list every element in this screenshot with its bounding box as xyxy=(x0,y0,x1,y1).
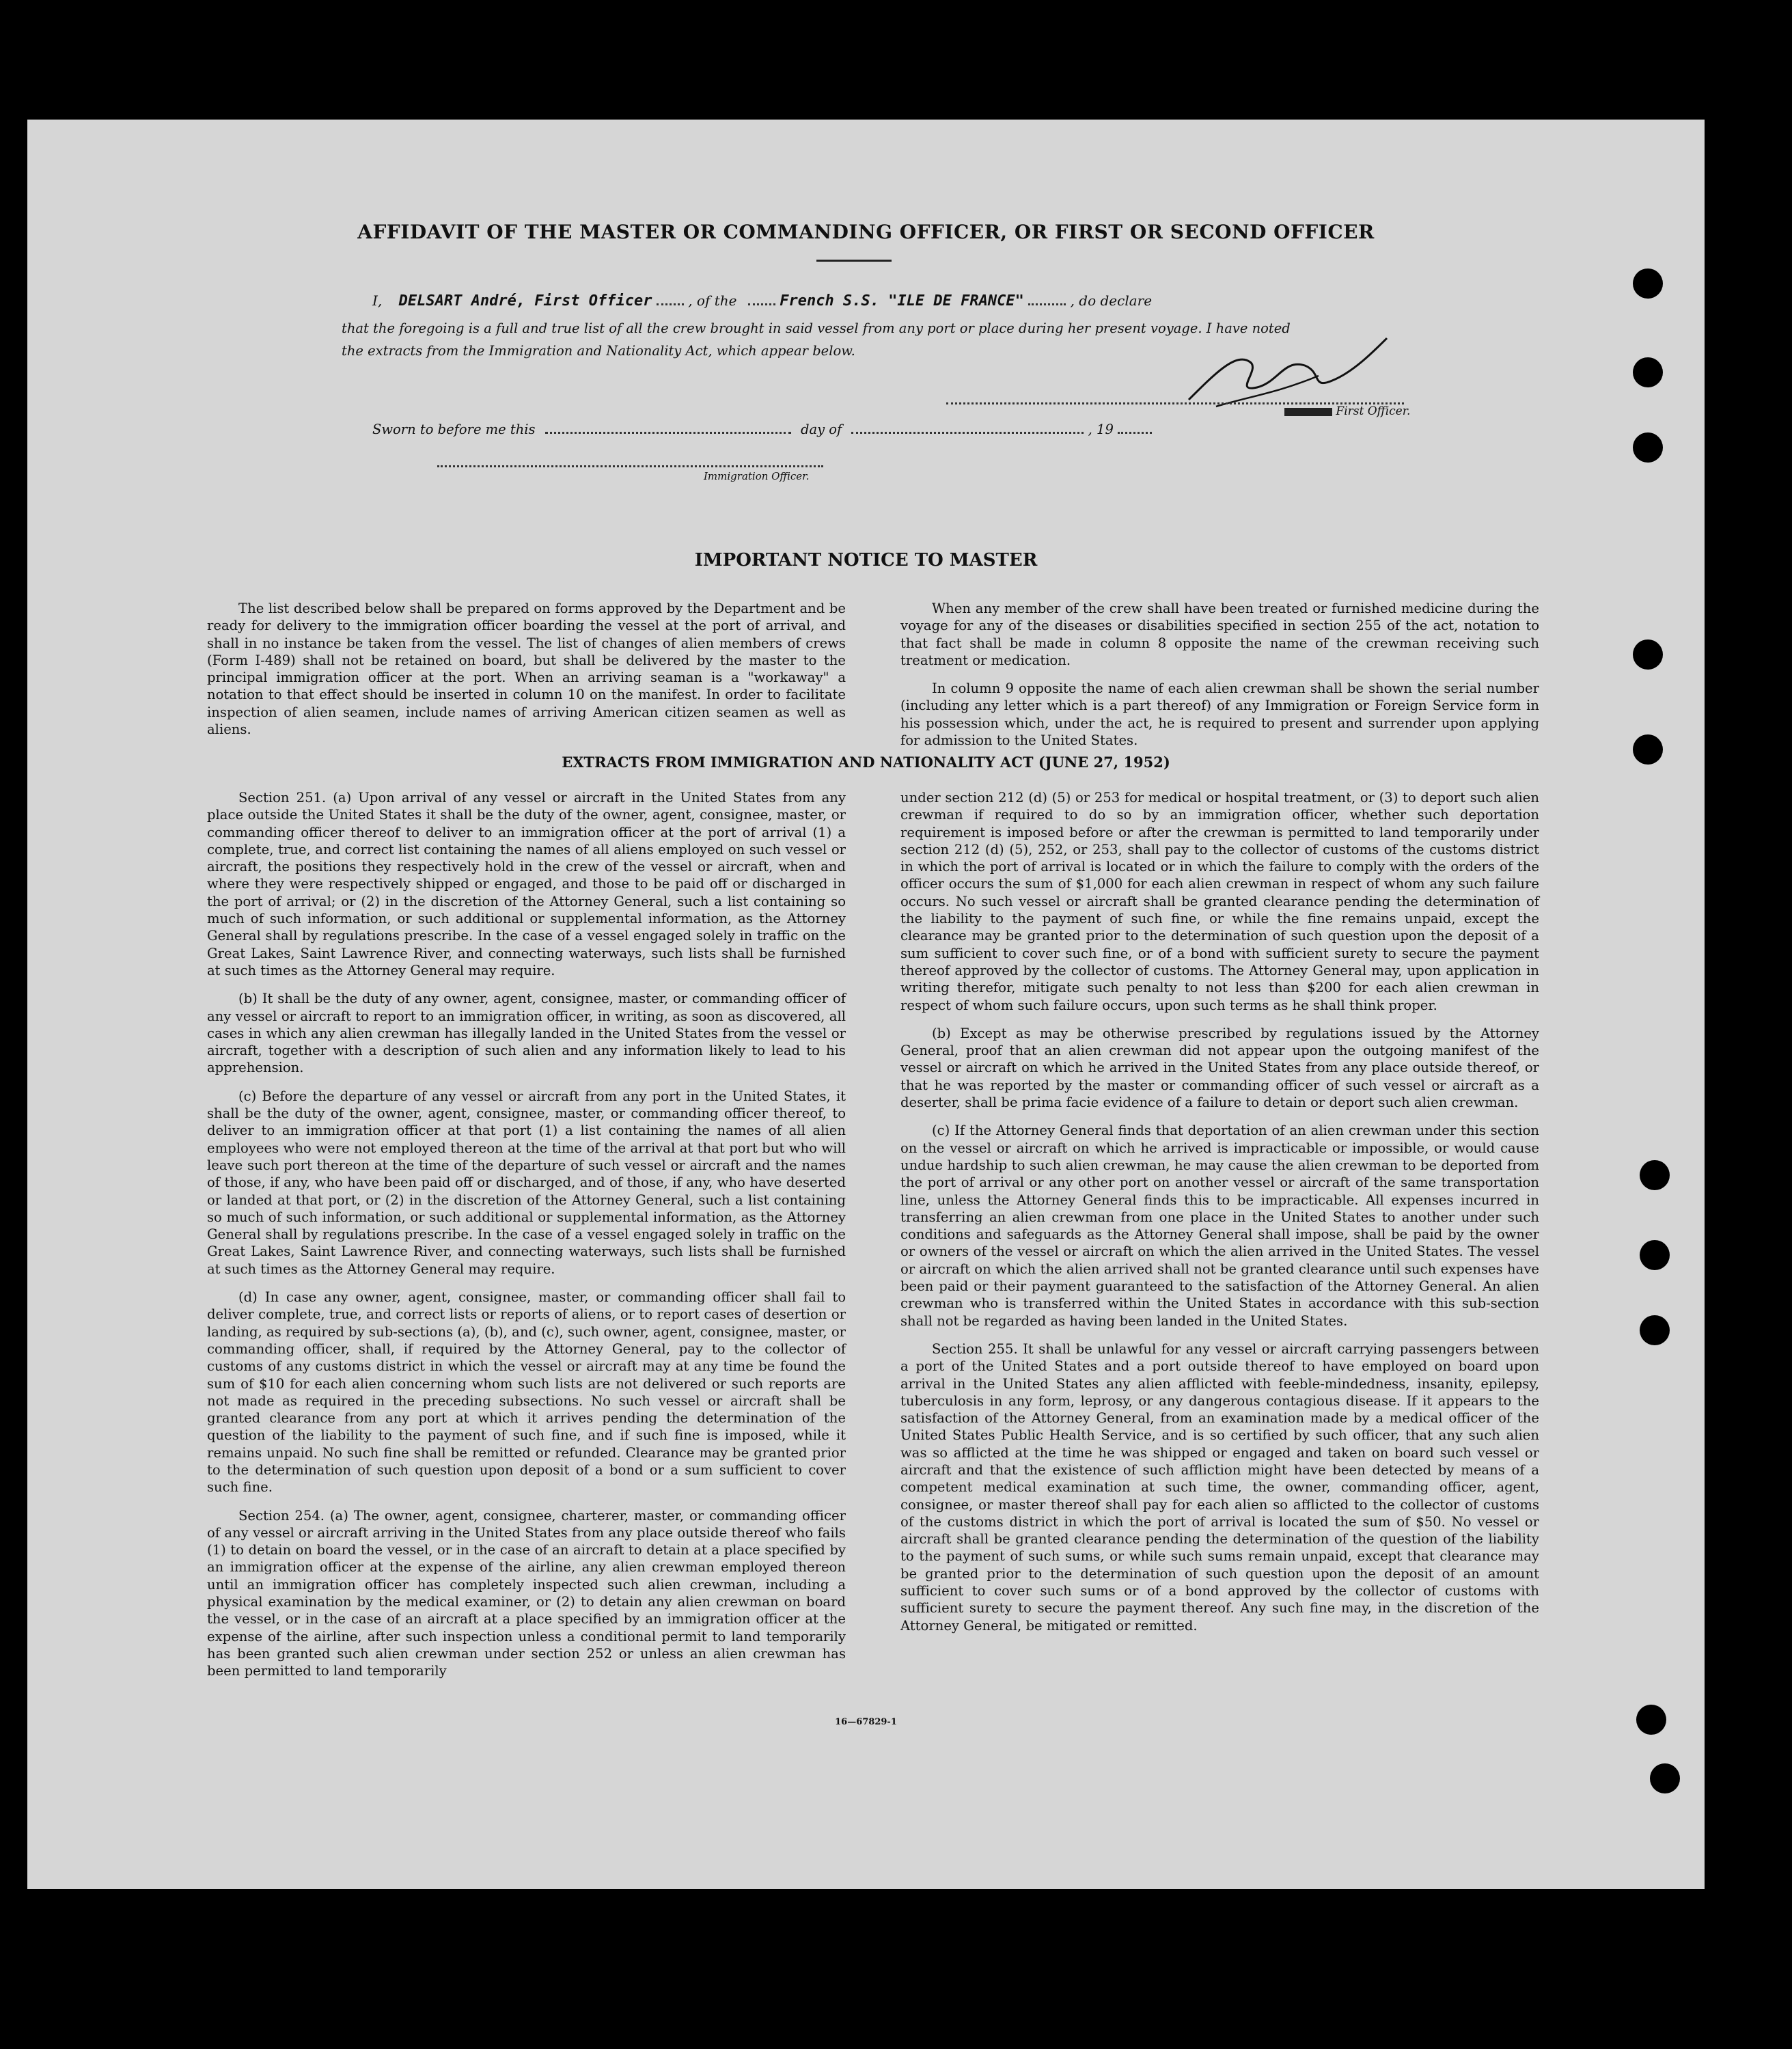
document-page xyxy=(27,120,1705,1889)
extract-paragraph: (c) If the Attorney General finds that deportation of an alien crewman under this section on the vessel or aircraft on which he arrived is impracticable or impossible, or would cause undue hardship to such alien crewman, he may cause the alien crewman to be deported from the port of arrival or any other port on another vessel or aircraft of the same transportation line, unless the Attorney General finds this to be impracticable. All expenses incurred in transferring an alien crewman from one place in the United States to another under such conditions and safeguards as the Attorney General shall impose, shall be paid by the owner or owners of the vessel or aircraft on which the alien arrived in the United States. The vessel or aircraft on which the alien arrived shall not be granted clearance until such expenses have been paid or their payment guaranteed to the satisfaction of the Attorney General. An alien crewman who is transferred within the United States in accordance with this sub-section shall not be regarded as having been landed in the United States. xyxy=(900,1123,1539,1329)
sworn-day-dots xyxy=(545,432,791,434)
sworn-month-dots xyxy=(851,432,1084,434)
extract-paragraph: (c) Before the departure of any vessel or aircraft from any port in the United States, it shall be the duty of the owner, agent, consignee, master, or commanding officer thereof, to deliver to an immigration officer at that port (1) a list containing the names of all alien employees who were not employed thereon at the time of the arrival at that port but who will leave such port thereon at the time of the departure of such vessel or aircraft and the names of those, if any, who have been paid off or discharged, and of those, if any, who have deserted or landed at that port, or (2) in the discretion of the Attorney General, such a list containing so much of such information, or such additional or supplemental information, as the Attorney General shall by regulations prescribe. In the case of a vessel engaged solely in traffic on the Great Lakes, Saint Lawrence River, and connecting waterways, such lists shall be furnished at such times as the Attorney General may require. xyxy=(207,1088,846,1277)
sworn-text: Sworn to before me this xyxy=(372,422,536,437)
notice-left-paragraph: The list described below shall be prepared on forms approved by the Department and be ready for delivery to the immigration officer boarding the vessel at the port of arrival, and shall in no instance be taken from the vessel. The list of changes of alien members of crews (Form I-489) shall not be retained on board, but shall be delivered by the master to the principal immigration officer at the port. When an arriving seaman is a "workaway" a notation to that effect should be inserted in column 10 on the manifest. In order to facilitate inspection of alien seamen, include names of arriving American citizen seamen as well as aliens. xyxy=(207,601,846,738)
sworn-day-of: day of xyxy=(800,422,842,437)
name-dots xyxy=(657,303,684,305)
punch-hole xyxy=(1633,734,1663,765)
declaration-line xyxy=(372,292,1438,310)
redacted-mark xyxy=(1284,408,1332,416)
extract-paragraph: Section 254. (a) The owner, agent, consignee, charterer, master, or commanding officer of any vessel or aircraft arriving in the United States from any place outside thereof who fails (1) to detain on board the vessel, or in the case of an aircraft to detain at a place specified by an immigration officer at the expense of the airline, any alien crewman employed thereon until an immigration officer has completely inspected such alien crewman, including a physical examination by the medical examiner, or (2) to detain any alien crewman on board the vessel, or in the case of an aircraft at a place specified by an immigration officer at the expense of the airline, after such inspection unless a conditional permit to land temporarily has been granted such alien crewman under section 252 or unless an alien crewman has been permitted to land temporarily xyxy=(207,1507,846,1679)
extract-paragraph: (b) Except as may be otherwise prescribed by regulations issued by the Attorney General, proof that an alien crewman did not appear upon the outgoing manifest of the vessel or aircraft on which he arrived in the United States from any place outside thereof, or that he was reported by the master or commanding officer of such vessel or aircraft as a deserter, shall be prima facie evidence of a failure to detain or deport such alien crewman. xyxy=(900,1025,1539,1111)
extract-paragraph: under section 212 (d) (5) or 253 for medical or hospital treatment, or (3) to deport such alien crewman if required to do so by an immigration officer, whether such deportation requirement is imposed before or after the crewman is permitted to land temporarily under section 212 (d) (5), 252, or 253, shall pay to the collector of customs of the customs district in which the port of arrival is located or in which the failure to comply with the orders of the officer occurs the sum of $1,000 for each alien crewman in respect of whom any such failure occurs. No such vessel or aircraft shall be granted clearance pending the determination of the liability to the payment of such fine, or while the fine remains unpaid, except the clearance may be granted prior to the determination of such question upon the deposit of a sum sufficient to cover such fine, or of a bond with sufficient surety to secure the payment thereof approved by the collector of customs. The Attorney General may, upon application in writing therefor, mitigate such penalty to not less than $200 for each alien crewman in respect of whom such failure occurs, upon such terms as he shall think proper. xyxy=(900,790,1539,1013)
affidavit-title: AFFIDAVIT OF THE MASTER OR COMMANDING OFFICER, OR FIRST OR SECOND OFFICER xyxy=(357,221,1375,243)
extract-paragraph: (b) It shall be the duty of any owner, agent, consignee, master, or commanding officer of any vessel or aircraft to report to an immigration officer, in writing, as soon as discovered, all cases in which any alien crewman has illegally landed in the United States from the vessel or aircraft, together with a description of such alien and any information likely to lead to his apprehension. xyxy=(207,991,846,1076)
immigration-officer-caption: Immigration Officer. xyxy=(704,470,810,482)
notice-left-column xyxy=(207,600,846,749)
extracts-heading: EXTRACTS FROM IMMIGRATION AND NATIONALITY ACT (JUNE 27, 1952) xyxy=(562,754,1170,771)
notice-right-column xyxy=(900,600,1539,760)
vessel-name: French S.S. "ILE DE FRANCE" xyxy=(780,292,1024,310)
punch-hole xyxy=(1633,432,1663,463)
vessel-dots-left xyxy=(748,303,775,305)
punch-hole xyxy=(1633,269,1663,299)
punch-hole xyxy=(1633,640,1663,670)
punch-hole xyxy=(1633,357,1663,387)
declaration-i: I, xyxy=(372,292,383,309)
punch-hole xyxy=(1640,1160,1670,1190)
form-number: 16—67829-1 xyxy=(835,1717,897,1727)
sworn-year-dots xyxy=(1118,432,1152,434)
punch-hole xyxy=(1650,1763,1680,1793)
punch-hole xyxy=(1640,1240,1670,1270)
notice-right-paragraph-1: When any member of the crew shall have been treated or furnished medicine during the voyage for any of the diseases or disabilities specified in section 255 of the act, notation to that fact shall be made in column 8 opposite the name of the crewman receiving such treatment or medication. xyxy=(900,601,1539,668)
declaration-statement-1: that the foregoing is a full and true list of all the crew brought in said vessel from any port or place during her present voyage. I have noted xyxy=(342,320,1291,336)
punch-hole xyxy=(1636,1705,1666,1735)
officer-name: DELSART André, First Officer xyxy=(398,292,652,310)
notice-heading: IMPORTANT NOTICE TO MASTER xyxy=(694,550,1038,570)
notice-right-paragraph-2: In column 9 opposite the name of each alien crewman shall be shown the serial number (including any letter which is a part thereof) of any Immigration or Foreign Service form in his possession which, under the act, he is required to present and surrender upon applying for admission to the United States. xyxy=(900,680,1539,749)
extract-paragraph: Section 255. It shall be unlawful for any vessel or aircraft carrying passengers between a port of the United States and a port outside thereof to have employed on board upon arrival in the United States any alien afflicted with feeble-mindedness, insanity, epilepsy, tuberculosis in any form, leprosy, or any dangerous contagious disease. If it appears to the satisfaction of the Attorney General, from an examination made by a medical officer of the United States Public Health Service, and is so certified by such officer, that any such alien was so afflicted at the time he was shipped or engaged and taken on board such vessel or aircraft and that the existence of such affliction might have been detected by means of a competent medical examination at such time, the owner, commanding officer, agent, consignee, or master thereof shall pay for each alien so afflicted to the collector of customs of the customs district in which the port of arrival is located the sum of $50. No vessel or aircraft shall be granted clearance pending the determination of the question of the liability to the payment of such sums, or while such sums remain unpaid, except that clearance may be granted prior to the determination of such question upon the deposit of an amount sufficient to cover such sums or of a bond approved by the collector of customs with sufficient surety to secure the payment thereof. Any such fine may, in the discretion of the Attorney General, be mitigated or remitted. xyxy=(900,1340,1539,1634)
declaration-statement-2: the extracts from the Immigration and Nationality Act, which appear below. xyxy=(342,343,855,359)
immigration-officer-line xyxy=(437,463,823,467)
sworn-line xyxy=(372,422,1192,437)
signature-caption: First Officer. xyxy=(1284,404,1410,418)
signature-line xyxy=(946,400,1404,404)
vessel-dots-right xyxy=(1028,303,1066,305)
extracts-right-column xyxy=(900,789,1539,1645)
sworn-year: , 19 xyxy=(1088,422,1114,437)
extract-paragraph: Section 251. (a) Upon arrival of any vessel or aircraft in the United States from any place outside the United States it shall be the duty of the owner, agent, consignee, master, or commanding officer thereof to deliver to an immigration officer at the port of arrival (1) a complete, true, and correct list containing the names of all aliens employed on such vessel or aircraft, the positions they respectively hold in the crew of the vessel or aircraft, when and where they were respectively shipped or engaged, and those to be paid off or discharged in the port of arrival; or (2) in the discretion of the Attorney General, such a list containing so much of such information, or such additional or supplemental information, as the Attorney General shall by regulations prescribe. In the case of a vessel engaged solely in traffic on the Great Lakes, Saint Lawrence River, and connecting waterways, such lists shall be furnished at such times as the Attorney General may require. xyxy=(207,790,846,978)
extracts-left-column xyxy=(207,789,846,1691)
punch-hole xyxy=(1640,1315,1670,1345)
do-declare-text: , do declare xyxy=(1070,292,1153,309)
of-the-text: , of the xyxy=(688,292,737,309)
extract-paragraph: (d) In case any owner, agent, consignee, master, or commanding officer shall fail to deliver complete, true, and correct lists or reports of aliens, or to report cases of desertion or landing, as required by sub-sections (a), (b), and (c), such owner, agent, consignee, master, or commanding officer, shall, if required by the Attorney General, pay to the collector of customs of any customs district in which the vessel or aircraft may at any time be found the sum of $10 for each alien concerning whom such lists are not delivered or such reports are not made as required in the preceding subsections. No such vessel or aircraft shall be granted clearance from any port at which it arrives pending the determination of the question of the liability to the payment of such fine, and if such fine is imposed, while it remains unpaid. No such fine shall be remitted or refunded. Clearance may be granted prior to the determination of such question upon deposit of a bond or a sum sufficient to cover such fine. xyxy=(207,1289,846,1496)
title-underline xyxy=(816,260,892,262)
